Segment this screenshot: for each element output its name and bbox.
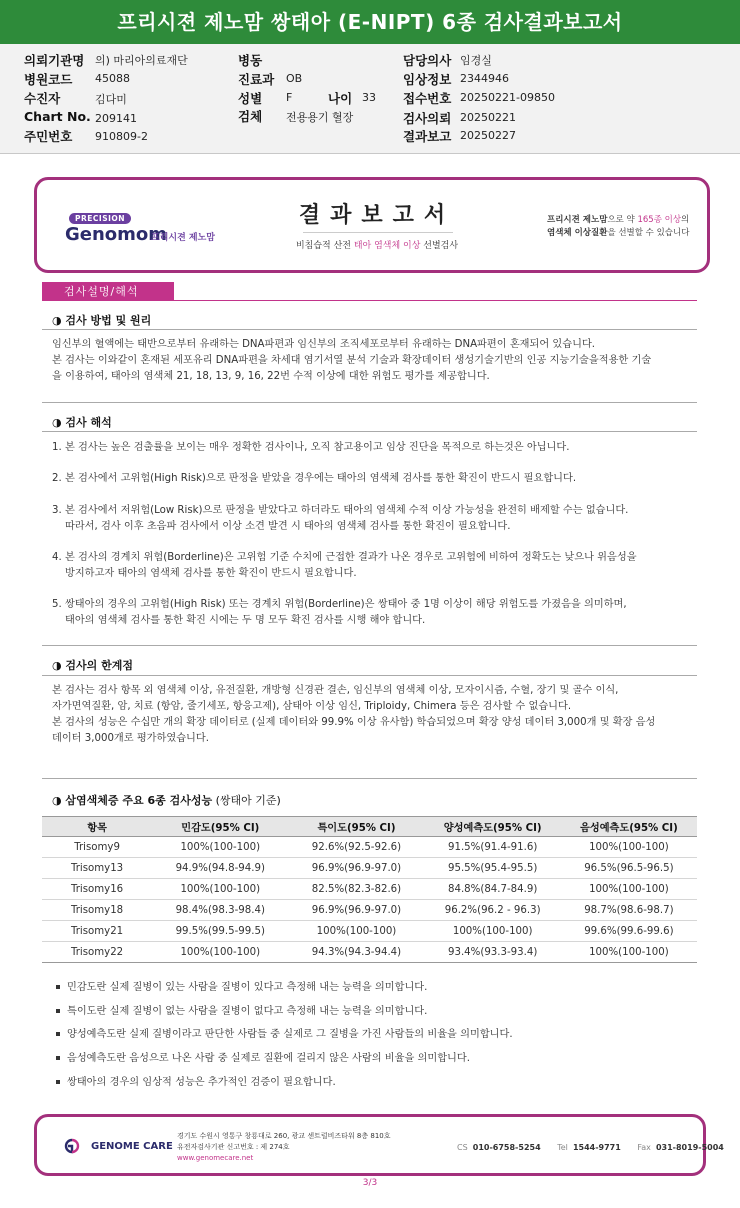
fax-label: Fax — [637, 1143, 651, 1152]
table-cell: 100%(100-100) — [152, 942, 288, 963]
table-cell: Trisomy9 — [42, 837, 152, 858]
interpretation-item-1 — [52, 440, 697, 456]
table-cell: 99.6%(99.6-99.6) — [561, 921, 697, 942]
method-paragraph — [52, 337, 697, 385]
note-text: 특이도란 실제 질병이 없는 사람을 질병이 없다고 측정해 내는 능력을 의미합니다. — [67, 1006, 428, 1017]
side-note-bold: 프리시젼 제노맘 — [547, 215, 608, 225]
specimen-label: 검체 — [238, 109, 263, 124]
method-line: 본 검사는 이와같이 혼재된 세포유리 DNA파편을 차세대 염기서열 분석 기술과 확장데이터 생성기술기반의 인공 지능기술을적용한 기술 — [52, 355, 652, 366]
interpretation-line: 1. 본 검사는 높은 검출률을 보이는 매우 정확한 검사이나, 오직 참고용이고 임상 진단을 목적으로 하는것은 아닙니다. — [52, 442, 570, 453]
column-header: 특이도(95% CI) — [288, 817, 424, 837]
column-header: 항목 — [42, 817, 152, 837]
report-subtitle — [267, 238, 487, 251]
request-date-label: 검사의뢰 — [403, 111, 452, 126]
table-cell: 100%(100-100) — [561, 942, 697, 963]
interpretation-line: 4. 본 검사의 경계치 위험(Borderline)은 고위험 기준 수치에 근접한 결과가 나온 경우로 고위험에 비하여 정확도는 낮으나 위음성을 — [52, 552, 637, 563]
method-divider — [42, 329, 697, 330]
table-cell: 92.6%(92.5-92.6) — [288, 837, 424, 858]
table-row — [42, 921, 697, 942]
table-cell: 98.7%(98.6-98.7) — [561, 900, 697, 921]
company-address — [177, 1131, 391, 1164]
footer-card — [34, 1114, 724, 1176]
table-cell: 100%(100-100) — [561, 879, 697, 900]
section-divider — [42, 645, 697, 646]
report-title: 결과보고서 — [298, 202, 456, 228]
column-header: 양성예측도(95% CI) — [425, 817, 561, 837]
limits-line: 본 검사는 검사 항목 외 염색체 이상, 유전질환, 개방형 신경관 결손, 임신부의 염색체 이상, 모자이시즘, 수혈, 장기 및 골수 이식, — [52, 685, 619, 696]
table-cell: Trisomy16 — [42, 879, 152, 900]
tel-number: 1544-9771 — [572, 1143, 621, 1152]
chart-no-label: Chart No. — [24, 109, 91, 124]
table-cell: Trisomy22 — [42, 942, 152, 963]
table-cell: Trisomy13 — [42, 858, 152, 879]
table-cell: 100%(100-100) — [425, 921, 561, 942]
table-cell: 93.4%(93.3-93.4) — [425, 942, 561, 963]
genome-care-name: GENOME CARE — [91, 1141, 173, 1152]
sex-value: F — [286, 91, 293, 104]
receipt-no-label: 접수번호 — [403, 91, 452, 106]
table-row — [42, 900, 697, 921]
patient-name-value: 김다미 — [95, 93, 127, 106]
genomom-logo: Genomom — [65, 224, 168, 245]
note-text: 양성예측도란 실제 질병이라고 판단한 사람들 중 실제로 그 질병을 가진 사람들의 비율을 의미합니다. — [67, 1029, 513, 1040]
table-row — [42, 837, 697, 858]
table-cell: 96.9%(96.9-97.0) — [288, 900, 424, 921]
sex-label: 성별 — [238, 91, 263, 106]
table-cell: Trisomy18 — [42, 900, 152, 921]
table-row — [42, 879, 697, 900]
note-sensitivity — [56, 978, 427, 993]
genomom-logo-subtitle: 프리시젼 제노맘 — [151, 233, 215, 243]
interpretation-item-4 — [52, 550, 697, 582]
limits-heading: ◑ 검사의 한계점 — [52, 659, 134, 672]
column-header: 민감도(95% CI) — [152, 817, 288, 837]
table-cell: 94.9%(94.8-94.9) — [152, 858, 288, 879]
note-twins — [56, 1073, 336, 1088]
table-cell: 99.5%(99.5-99.5) — [152, 921, 288, 942]
patient-name-label: 수진자 — [24, 91, 61, 106]
resident-no-value: 910809-2 — [95, 130, 148, 143]
interpretation-line: 태아의 염색체 검사를 통한 확진 시에는 두 명 모두 확진 검사를 시행 해야 합니다. — [65, 615, 426, 626]
section-divider — [42, 300, 697, 301]
request-date-value: 20250221 — [460, 111, 516, 124]
ward-label: 병동 — [238, 53, 263, 68]
limits-divider — [42, 675, 697, 676]
limits-line: 본 검사의 성능은 수십만 개의 확장 데이터로 (실제 데이터와 99.9% 이상 유사함) 학습되었으며 확장 양성 데이터 3,000개 및 확장 음성 — [52, 717, 656, 728]
subtitle-post: 선별검사 — [420, 241, 459, 251]
limits-paragraph — [52, 683, 697, 747]
interpretation-line: 방지하고자 태아의 염색체 검사를 통한 확진이 반드시 필요합니다. — [65, 568, 357, 579]
bullet-icon — [56, 985, 60, 989]
method-heading: ◑ 검사 방법 및 원리 — [52, 314, 152, 327]
section-divider — [42, 778, 697, 779]
performance-title-note: (쌍태아 기준) — [212, 794, 281, 807]
website-link[interactable]: www.genomecare.net — [177, 1154, 254, 1162]
subtitle-pre: 비침습적 산전 — [295, 241, 354, 251]
table-header-row — [42, 817, 697, 837]
bullet-icon — [56, 1009, 60, 1013]
receipt-no-value: 20250221-09850 — [460, 91, 555, 104]
method-line: 임신부의 혈액에는 태반으로부터 유래하는 DNA파편과 임신부의 조직세포로부터 유래하는 DNA파편이 혼재되어 있습니다. — [52, 339, 596, 350]
side-note-highlight: 165종 이상 — [637, 215, 682, 225]
department-value: OB — [286, 72, 303, 85]
interpretation-item-5 — [52, 597, 697, 629]
table-cell: 96.2%(96.2 - 96.3) — [425, 900, 561, 921]
clinical-info-value: 2344946 — [460, 72, 509, 85]
fax-number: 031-8019-5004 — [655, 1143, 724, 1152]
side-note-text2: 의 — [681, 215, 690, 225]
interpretation-line: 따라서, 검사 이후 초음파 검사에서 이상 소견 발견 시 태아의 염색체 검사를 통한 확진이 필요합니다. — [65, 521, 511, 532]
section-tab-explanation: 검사설명/해석 — [42, 282, 174, 301]
doctor-value: 임경실 — [460, 54, 492, 67]
bullet-icon — [56, 1056, 60, 1060]
title-divider — [303, 232, 453, 233]
chart-no-value: 209141 — [95, 112, 137, 125]
precision-badge: PRECISION — [69, 213, 131, 224]
hospital-code-label: 병원코드 — [24, 72, 73, 87]
side-note-text3: 을 선별할 수 있습니다 — [607, 228, 690, 238]
interpretation-line: 2. 본 검사에서 고위험(High Risk)으로 판정을 받았을 경우에는 태아의 염색체 검사를 통한 확진이 반드시 필요합니다. — [52, 473, 577, 484]
note-text: 쌍태아의 경우의 임상적 성능은 추가적인 검증이 필요합니다. — [67, 1077, 336, 1088]
table-cell: 84.8%(84.7-84.9) — [425, 879, 561, 900]
section-divider — [42, 402, 697, 403]
interpretation-divider — [42, 431, 697, 432]
tel-label: Tel — [557, 1143, 568, 1152]
interpretation-item-3 — [52, 503, 697, 535]
limits-line: 자가면역질환, 암, 치료 (항암, 줄기세포, 항응고제), 삼태아 이상 임신, Triploidy, Chimera 등은 검사할 수 없습니다. — [52, 701, 572, 712]
performance-heading — [52, 792, 281, 808]
table-cell: 100%(100-100) — [152, 837, 288, 858]
column-header: 음성예측도(95% CI) — [561, 817, 697, 837]
bullet-icon — [56, 1032, 60, 1036]
note-npv — [56, 1049, 470, 1064]
clinical-info-label: 임상정보 — [403, 72, 452, 87]
institution-value: 의) 마리아의료재단 — [95, 54, 188, 67]
table-row — [42, 942, 697, 963]
contact-info — [457, 1143, 738, 1152]
table-cell: 95.5%(95.4-95.5) — [425, 858, 561, 879]
note-ppv — [56, 1025, 513, 1040]
table-cell: 94.3%(94.3-94.4) — [288, 942, 424, 963]
report-date-label: 결과보고 — [403, 129, 452, 144]
cs-label: CS — [457, 1143, 468, 1152]
subtitle-highlight: 태아 염색체 이상 — [353, 241, 421, 251]
table-row — [42, 858, 697, 879]
cs-number: 010-6758-5254 — [472, 1143, 541, 1152]
table-cell: 96.5%(96.5-96.5) — [561, 858, 697, 879]
report-date-value: 20250227 — [460, 129, 516, 142]
page-number: 3/3 — [362, 1178, 378, 1188]
table-cell: 100%(100-100) — [288, 921, 424, 942]
table-cell: 96.9%(96.9-97.0) — [288, 858, 424, 879]
interpretation-line: 3. 본 검사에서 저위험(Low Risk)으로 판정을 받았다고 하더라도 태아의 염색체 수적 이상 가능성을 완전히 배제할 수는 없습니다. — [52, 505, 629, 516]
address-line: 경기도 수원시 영통구 창룡대로 260, 광교 센트럴비즈타워 8층 810호 — [177, 1132, 391, 1140]
patient-info-panel — [0, 44, 740, 154]
side-note-bold2: 염색체 이상질환 — [547, 228, 608, 238]
note-text: 민감도란 실제 질병이 있는 사람을 질병이 있다고 측정해 내는 능력을 의미합니다. — [67, 982, 428, 993]
interpretation-line: 5. 쌍태아의 경우의 고위험(High Risk) 또는 경계치 위험(Borderline)은 쌍태아 중 1명 이상이 해당 위험도를 가졌음을 의미하며, — [52, 599, 627, 610]
table-cell: 100%(100-100) — [152, 879, 288, 900]
performance-title: ◑ 삼염색체증 주요 6종 검사성능 — [52, 794, 213, 807]
bullet-icon — [56, 1080, 60, 1084]
side-note-text1: 으로 약 — [607, 215, 638, 225]
table-cell: 100%(100-100) — [561, 837, 697, 858]
department-label: 진료과 — [238, 72, 275, 87]
table-cell: 82.5%(82.3-82.6) — [288, 879, 424, 900]
performance-table — [42, 816, 697, 963]
age-value: 33 — [362, 91, 376, 104]
note-specificity — [56, 1002, 427, 1017]
table-cell: 91.5%(91.4-91.6) — [425, 837, 561, 858]
interpretation-heading: ◑ 검사 해석 — [52, 416, 112, 429]
method-line: 을 이용하여, 태아의 염색체 21, 18, 13, 9, 16, 22번 수적 이상에 대한 위험도 평가를 제공합니다. — [52, 371, 490, 382]
limits-line: 데이터 3,000개로 평가하였습니다. — [52, 733, 209, 744]
registration-line: 유전자검사기관 신고번호 : 제 274호 — [177, 1143, 290, 1151]
table-cell: 98.4%(98.3-98.4) — [152, 900, 288, 921]
age-label: 나이 — [328, 91, 353, 106]
resident-no-label: 주민번호 — [24, 129, 73, 144]
institution-label: 의뢰기관명 — [24, 53, 85, 68]
report-title-bar: 프리시젼 제노맘 쌍태아 (E-NIPT) 6종 검사결과보고서 — [0, 0, 740, 44]
genome-care-logo-icon — [59, 1137, 85, 1155]
note-text: 음성예측도란 음성으로 나온 사람 중 실제로 질환에 걸리지 않은 사람의 비율을 의미합니다. — [67, 1053, 470, 1064]
report-side-note — [547, 214, 707, 240]
doctor-label: 담당의사 — [403, 53, 452, 68]
table-cell: Trisomy21 — [42, 921, 152, 942]
interpretation-item-2 — [52, 471, 697, 487]
specimen-value: 전용용기 혈장 — [286, 111, 354, 124]
report-header-card — [34, 177, 710, 273]
hospital-code-value: 45088 — [95, 72, 130, 85]
